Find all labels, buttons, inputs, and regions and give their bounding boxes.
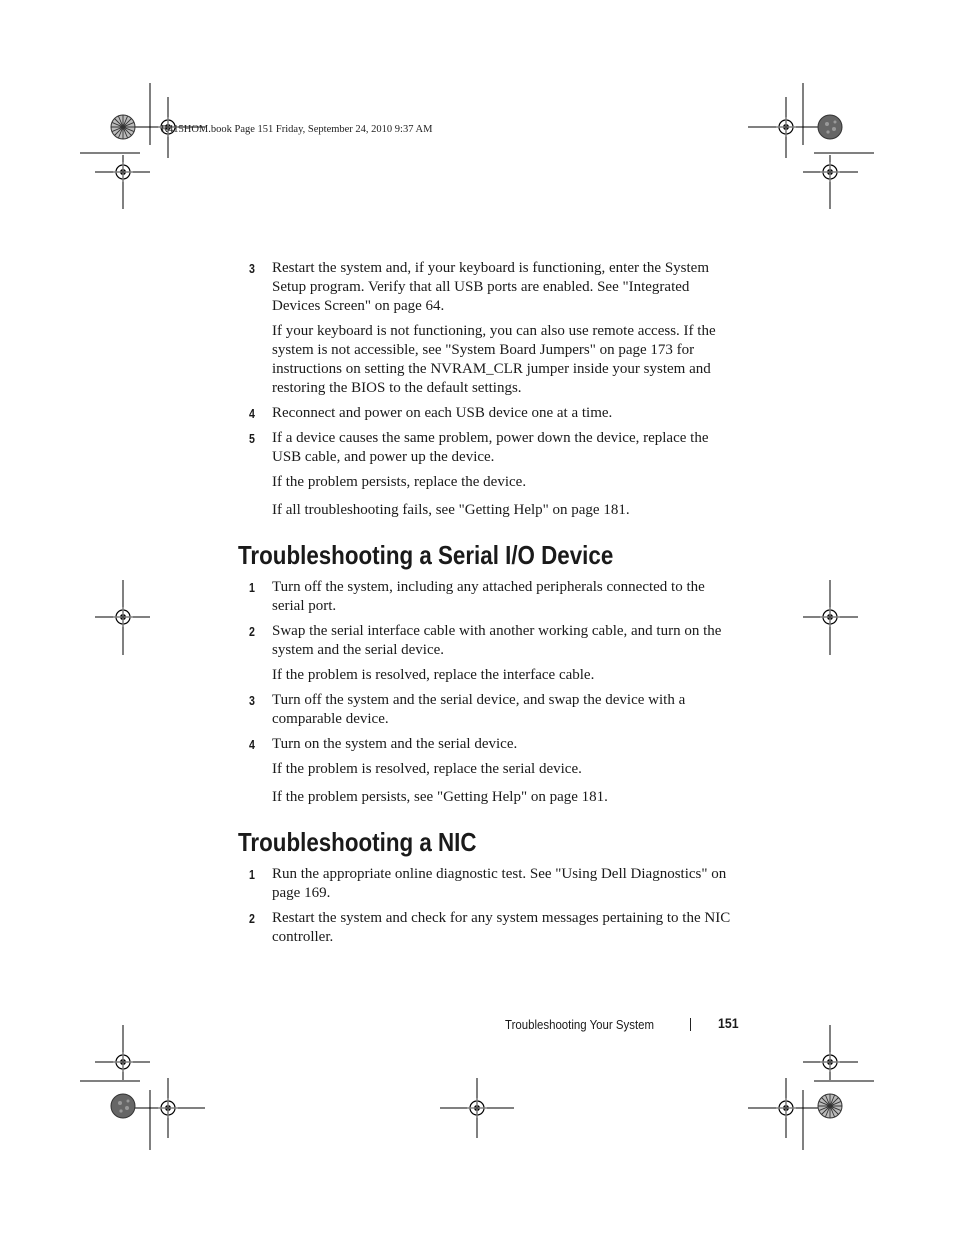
footer-divider — [690, 1018, 691, 1031]
serial-note-2: If the problem is resolved, replace the serial device. — [272, 761, 582, 777]
step-number: 2 — [249, 912, 255, 926]
step-number: 5 — [249, 432, 255, 446]
nic-step-2 — [238, 909, 738, 947]
step-text: Restart the system and, if your keyboard is functioning, enter the System Setup program. Verify that all USB ports are enabled. See "Integrated Devices Screen" on page 64. — [272, 260, 709, 314]
step-text: Reconnect and power on each USB device one at a time. — [272, 405, 613, 421]
page-number: 151 — [718, 1015, 739, 1031]
usb-note-2: If all troubleshooting fails, see "Getting Help" on page 181. — [272, 502, 630, 518]
step-number: 4 — [249, 738, 255, 752]
step-number: 1 — [249, 868, 255, 882]
nic-section-title: Troubleshooting a NIC — [238, 827, 477, 857]
serial-step-1 — [238, 578, 738, 616]
serial-step-3 — [238, 691, 738, 729]
serial-note-1: If the problem is resolved, replace the interface cable. — [272, 667, 595, 683]
step-text: Run the appropriate online diagnostic test. See "Using Dell Diagnostics" on page 169. — [272, 866, 727, 901]
serial-step-2 — [238, 622, 738, 660]
page-content — [238, 259, 738, 953]
usb-step-3 — [238, 259, 738, 398]
serial-note-3: If the problem persists, see "Getting Help" on page 181. — [272, 789, 608, 805]
step-text: Turn off the system, including any attached peripherals connected to the serial port. — [272, 579, 705, 614]
step-number: 3 — [249, 262, 255, 276]
nic-step-1 — [238, 865, 738, 903]
print-stamp: R415HOM.book Page 151 Friday, September 24, 2010 9:37 AM — [161, 124, 433, 135]
serial-section-title: Troubleshooting a Serial I/O Device — [238, 540, 614, 570]
footer-chapter-title: Troubleshooting Your System — [505, 1017, 655, 1032]
serial-step-4 — [238, 735, 738, 754]
step-text: If a device causes the same problem, power down the device, replace the USB cable, and power up the device. — [272, 430, 709, 465]
step-subtext: If your keyboard is not functioning, you can also use remote access. If the system is not accessible, see "System Board Jumpers" on page 173 for instructions on setting the NVRAM_CLR jumper inside your system and restoring the BIOS to the default settings. — [272, 323, 716, 396]
page-footer — [480, 1014, 742, 1034]
step-text: Turn off the system and the serial device, and swap the device with a comparable device. — [272, 692, 686, 727]
usb-step-5 — [238, 429, 738, 467]
step-number: 2 — [249, 625, 255, 639]
usb-note-1: If the problem persists, replace the device. — [272, 474, 527, 490]
usb-step-4 — [238, 404, 738, 423]
step-text: Swap the serial interface cable with another working cable, and turn on the system and the serial device. — [272, 623, 722, 658]
step-text: Restart the system and check for any system messages pertaining to the NIC controller. — [272, 910, 731, 945]
step-number: 3 — [249, 694, 255, 708]
step-text: Turn on the system and the serial device. — [272, 736, 518, 752]
step-number: 4 — [249, 407, 255, 421]
step-number: 1 — [249, 581, 255, 595]
